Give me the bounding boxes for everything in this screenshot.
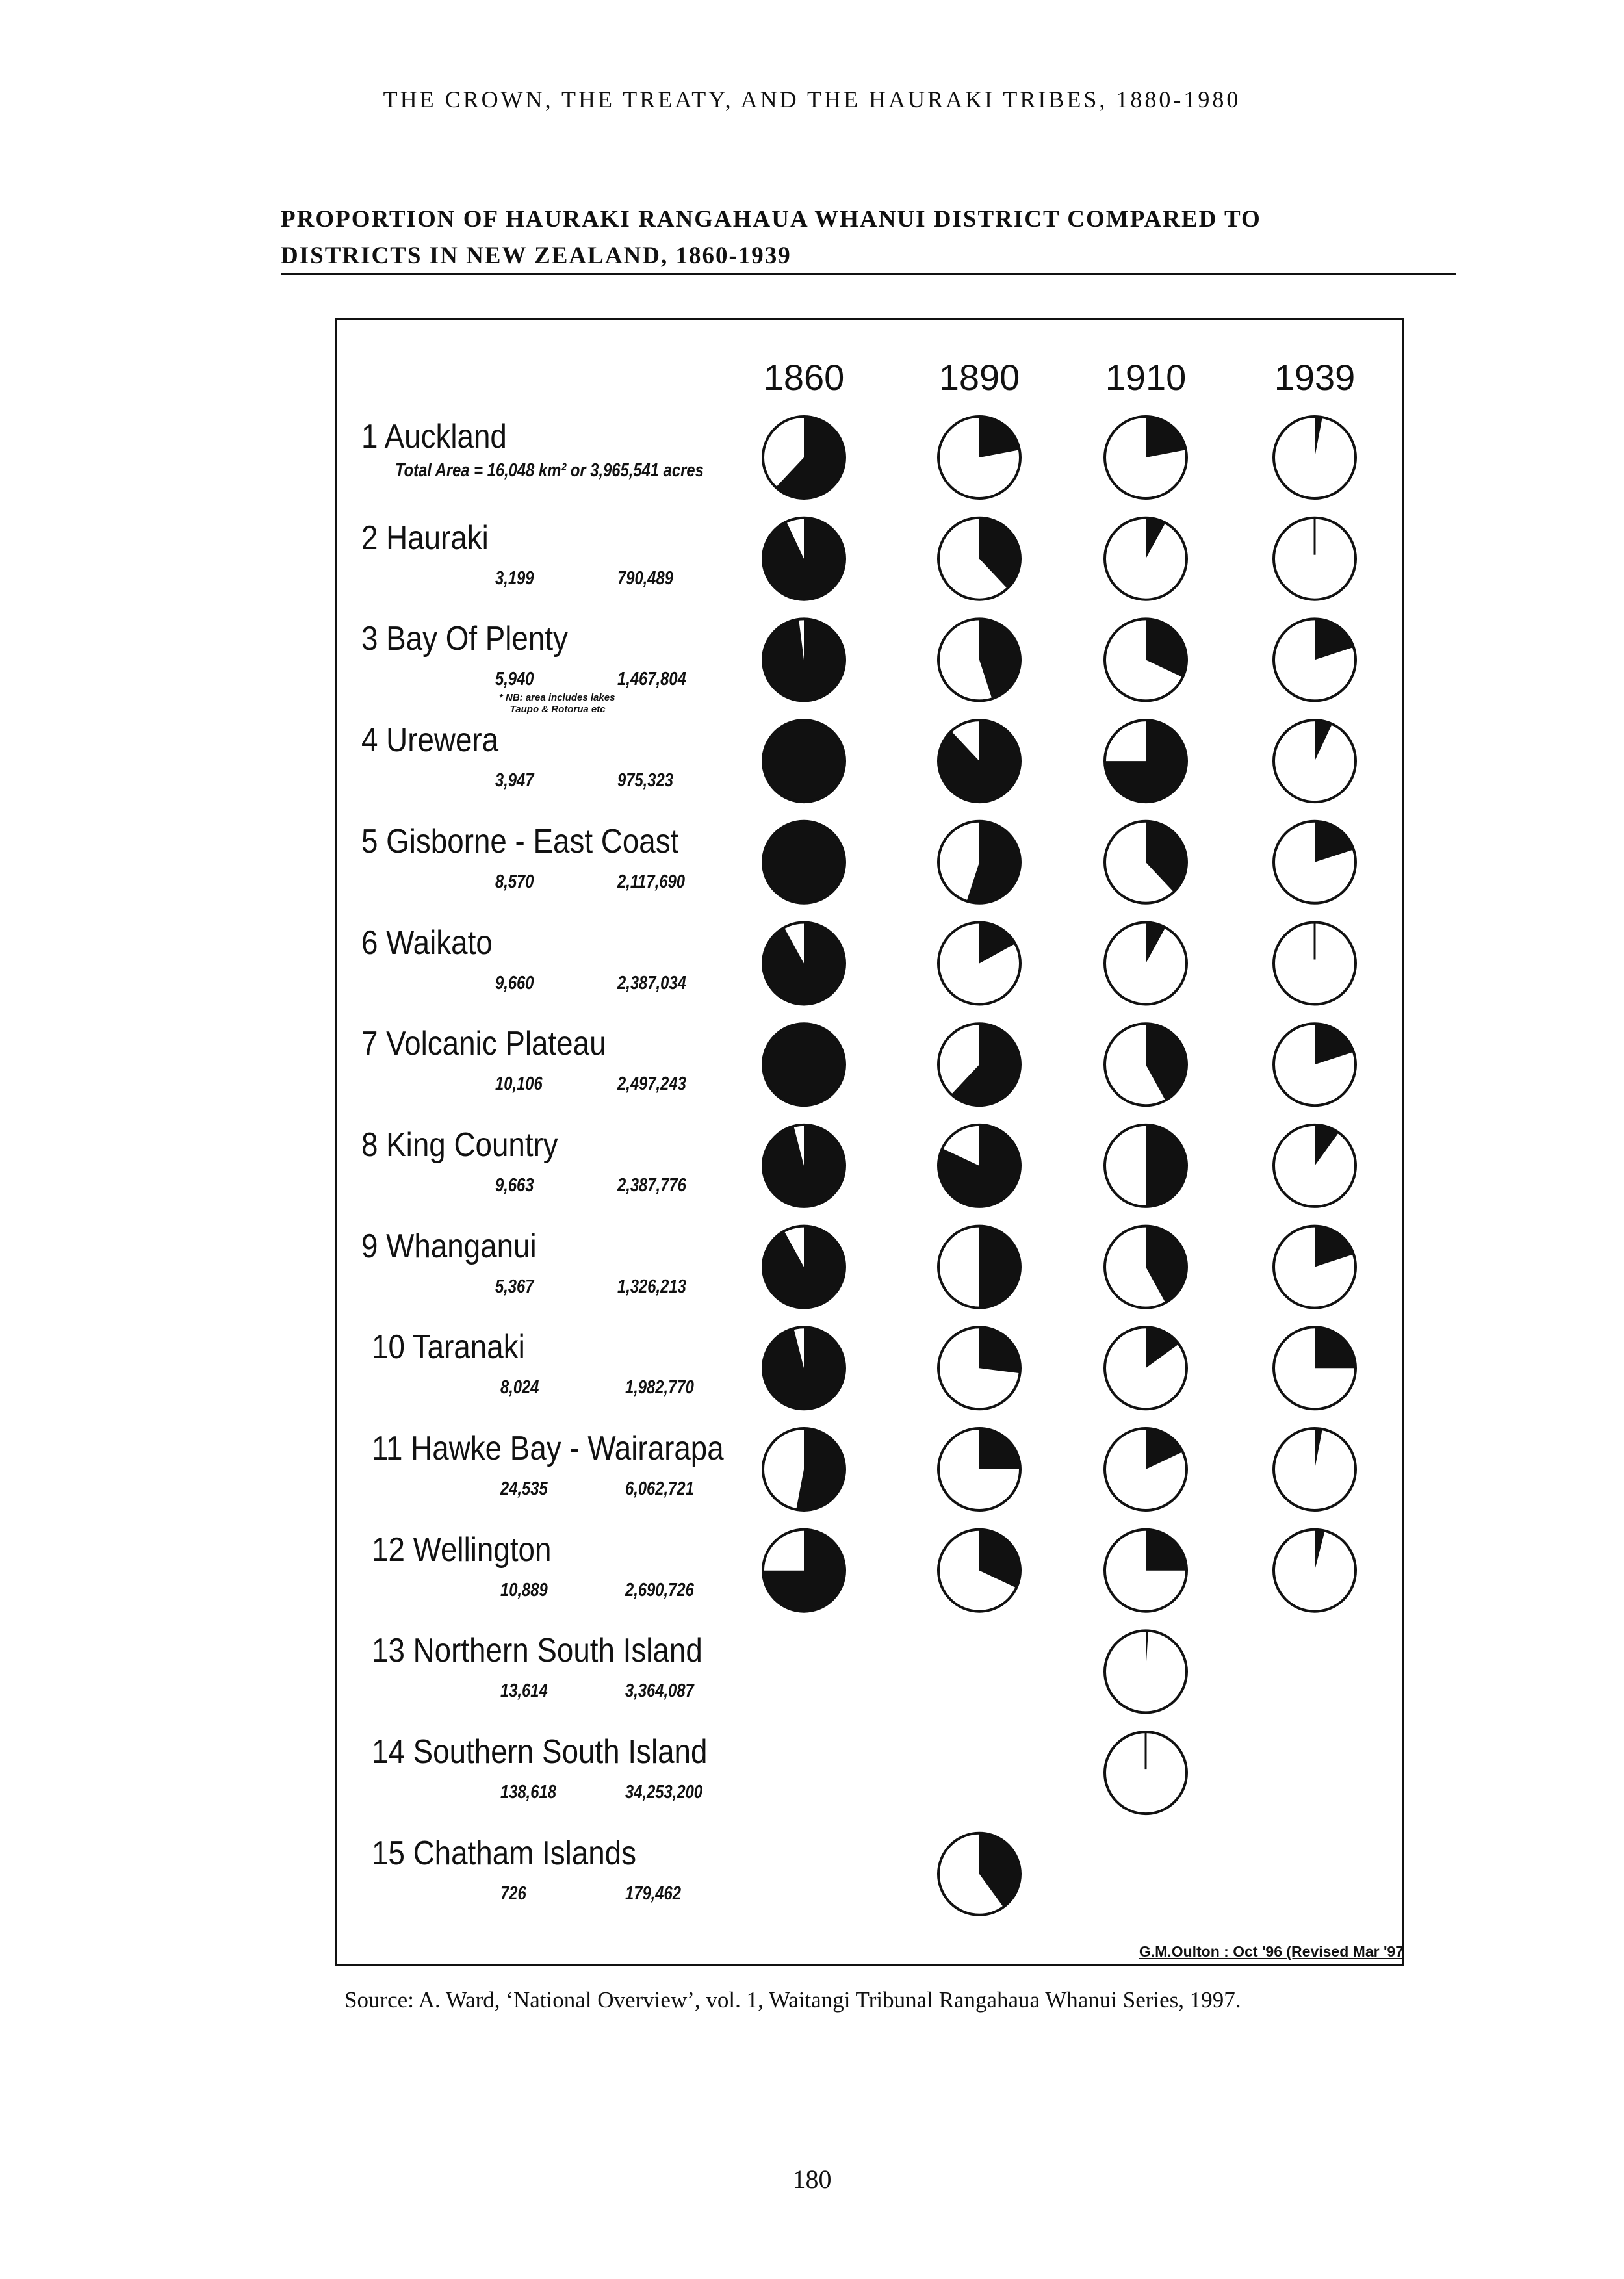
district-name: 4 Urewera [361, 721, 499, 760]
district-name: 11 Hawke Bay - Wairarapa [372, 1430, 724, 1467]
pie-slice [979, 1327, 1020, 1373]
year-header-1910: 1910 [1105, 357, 1187, 398]
pie-slice [763, 1125, 845, 1207]
pie-slice [1146, 1530, 1187, 1571]
district-area-km2: 5,940 [495, 669, 534, 690]
pie-slice [763, 619, 845, 701]
pie-2-1890 [938, 518, 1020, 600]
district-area-km2: 726 [500, 1883, 526, 1904]
pie-12-1910 [1105, 1530, 1187, 1612]
pie-11-1860 [763, 1428, 845, 1510]
pie-2-1860 [763, 518, 845, 600]
pie-6-1910 [1105, 923, 1187, 1005]
district-area-acres: 1,467,804 [617, 669, 686, 690]
district-name: 7 Volcanic Plateau [361, 1025, 606, 1063]
pie-9-1890 [938, 1226, 1020, 1308]
chart-credit: G.M.Oulton : Oct '96 (Revised Mar '97 [1139, 1943, 1404, 1960]
pie-slice [1146, 1125, 1187, 1207]
district-area-acres: 2,690,726 [625, 1579, 694, 1601]
pie-7-1860 [763, 1024, 845, 1105]
pie-10-1910 [1105, 1327, 1187, 1409]
district-area-km2: 10,889 [500, 1579, 548, 1601]
pie-8-1860 [763, 1125, 845, 1207]
district-area-km2: 13,614 [500, 1680, 548, 1702]
year-header-1939: 1939 [1274, 357, 1356, 398]
district-name: 9 Whanganui [361, 1227, 537, 1265]
pie-3-1939 [1274, 619, 1356, 701]
district-area-acres: 1,982,770 [625, 1377, 694, 1398]
district-area-acres: 3,364,087 [625, 1680, 694, 1702]
district-area-acres: 1,326,213 [617, 1276, 686, 1297]
pie-outline [763, 821, 845, 903]
district-name: 1 Auckland [361, 418, 507, 456]
pie-1-1860 [763, 417, 845, 498]
pie-10-1890 [938, 1327, 1020, 1409]
pie-4-1910 [1105, 720, 1187, 802]
pie-9-1939 [1274, 1226, 1356, 1308]
pie-9-1860 [763, 1226, 845, 1308]
source-line: Source: A. Ward, ‘National Overview’, vol. 1, Waitangi Tribunal Rangahaua Whanui Series, 1997. [344, 1987, 1241, 2013]
pie-1-1910 [1105, 417, 1187, 498]
pie-1-1890 [938, 417, 1020, 498]
district-name: 8 King Country [361, 1126, 558, 1164]
district-area-acres: 2,117,690 [617, 871, 686, 892]
pie-slice [1315, 1327, 1356, 1368]
pie-7-1939 [1274, 1024, 1356, 1105]
district-area-acres: 975,323 [617, 770, 673, 792]
pie-4-1939 [1274, 720, 1356, 802]
district-total-area: Total Area = 16,048 km² or 3,965,541 acres [395, 460, 704, 481]
pie-7-1910 [1105, 1024, 1187, 1105]
pie-slice [763, 518, 845, 600]
pie-2-1910 [1105, 518, 1187, 600]
year-header-1860: 1860 [763, 357, 845, 398]
district-area-acres: 790,489 [617, 567, 673, 589]
pie-8-1890 [938, 1125, 1020, 1207]
pie-8-1910 [1105, 1125, 1187, 1207]
pie-5-1860 [763, 821, 845, 903]
pie-6-1939 [1274, 923, 1356, 1005]
district-name: 14 Southern South Island [372, 1733, 708, 1771]
pie-slice [979, 1428, 1020, 1469]
district-area-acres: 34,253,200 [625, 1782, 703, 1803]
district-area-km2: 9,660 [495, 972, 534, 994]
pie-14-1910 [1105, 1732, 1187, 1814]
figure-title-line1: PROPORTION OF HAURAKI RANGAHAUA WHANUI DISTRICT COMPARED TO [281, 206, 1261, 233]
district-area-acres: 2,497,243 [617, 1074, 686, 1095]
pie-slice [763, 1327, 845, 1409]
pie-12-1890 [938, 1530, 1020, 1612]
pie-outline [763, 720, 845, 802]
pie-5-1910 [1105, 821, 1187, 903]
pie-2-1939 [1274, 518, 1356, 600]
pie-12-1939 [1274, 1530, 1356, 1612]
pie-11-1890 [938, 1428, 1020, 1510]
figure-title-line2: DISTRICTS IN NEW ZEALAND, 1860-1939 [281, 242, 792, 269]
pie-9-1910 [1105, 1226, 1187, 1308]
pie-12-1860 [763, 1530, 845, 1612]
district-area-km2: 5,367 [495, 1276, 534, 1297]
district-name: 12 Wellington [372, 1530, 552, 1569]
pie-7-1890 [938, 1024, 1020, 1105]
district-area-acres: 6,062,721 [625, 1478, 694, 1499]
district-area-acres: 2,387,034 [617, 972, 686, 994]
pie-10-1939 [1274, 1327, 1356, 1409]
district-area-km2: 3,199 [495, 567, 534, 589]
district-name: 13 Northern South Island [372, 1632, 702, 1670]
pie-15-1890 [938, 1833, 1020, 1915]
pie-outline [763, 1024, 845, 1105]
district-area-acres: 2,387,776 [617, 1174, 686, 1196]
district-area-km2: 24,535 [500, 1478, 548, 1499]
pie-3-1890 [938, 619, 1020, 701]
district-name: 2 Hauraki [361, 519, 489, 557]
pie-13-1910 [1105, 1630, 1187, 1712]
pie-5-1939 [1274, 821, 1356, 903]
pie-4-1860 [763, 720, 845, 802]
pie-11-1910 [1105, 1428, 1187, 1510]
district-name: 15 Chatham Islands [372, 1834, 636, 1872]
year-header-1890: 1890 [938, 357, 1020, 398]
pie-4-1890 [938, 720, 1020, 802]
running-head: THE CROWN, THE TREATY, AND THE HAURAKI TRIBES, 1880-1980 [383, 86, 1241, 112]
pie-6-1860 [763, 923, 845, 1005]
pie-3-1860 [763, 619, 845, 701]
district-area-km2: 9,663 [495, 1174, 534, 1196]
pie-5-1890 [938, 821, 1020, 903]
pie-6-1890 [938, 922, 1020, 1004]
pie-1-1939 [1274, 417, 1356, 498]
district-area-km2: 8,570 [495, 871, 534, 892]
district-area-km2: 8,024 [500, 1377, 539, 1398]
district-note: * NB: area includes lakes Taupo & Rotorua etc [499, 692, 615, 715]
pie-8-1939 [1274, 1125, 1356, 1207]
pie-slice [979, 1226, 1020, 1308]
pie-10-1860 [763, 1327, 845, 1409]
district-name: 6 Waikato [361, 923, 493, 962]
district-area-acres: 179,462 [625, 1883, 681, 1904]
district-name: 3 Bay Of Plenty [361, 620, 568, 658]
pie-11-1939 [1274, 1428, 1356, 1510]
district-area-km2: 10,106 [495, 1074, 543, 1095]
district-name: 10 Taranaki [372, 1328, 525, 1367]
pie-3-1910 [1105, 619, 1187, 701]
page-number: 180 [792, 2165, 832, 2194]
district-area-km2: 138,618 [500, 1782, 556, 1803]
district-name: 5 Gisborne - East Coast [361, 822, 679, 860]
district-area-km2: 3,947 [495, 770, 534, 792]
